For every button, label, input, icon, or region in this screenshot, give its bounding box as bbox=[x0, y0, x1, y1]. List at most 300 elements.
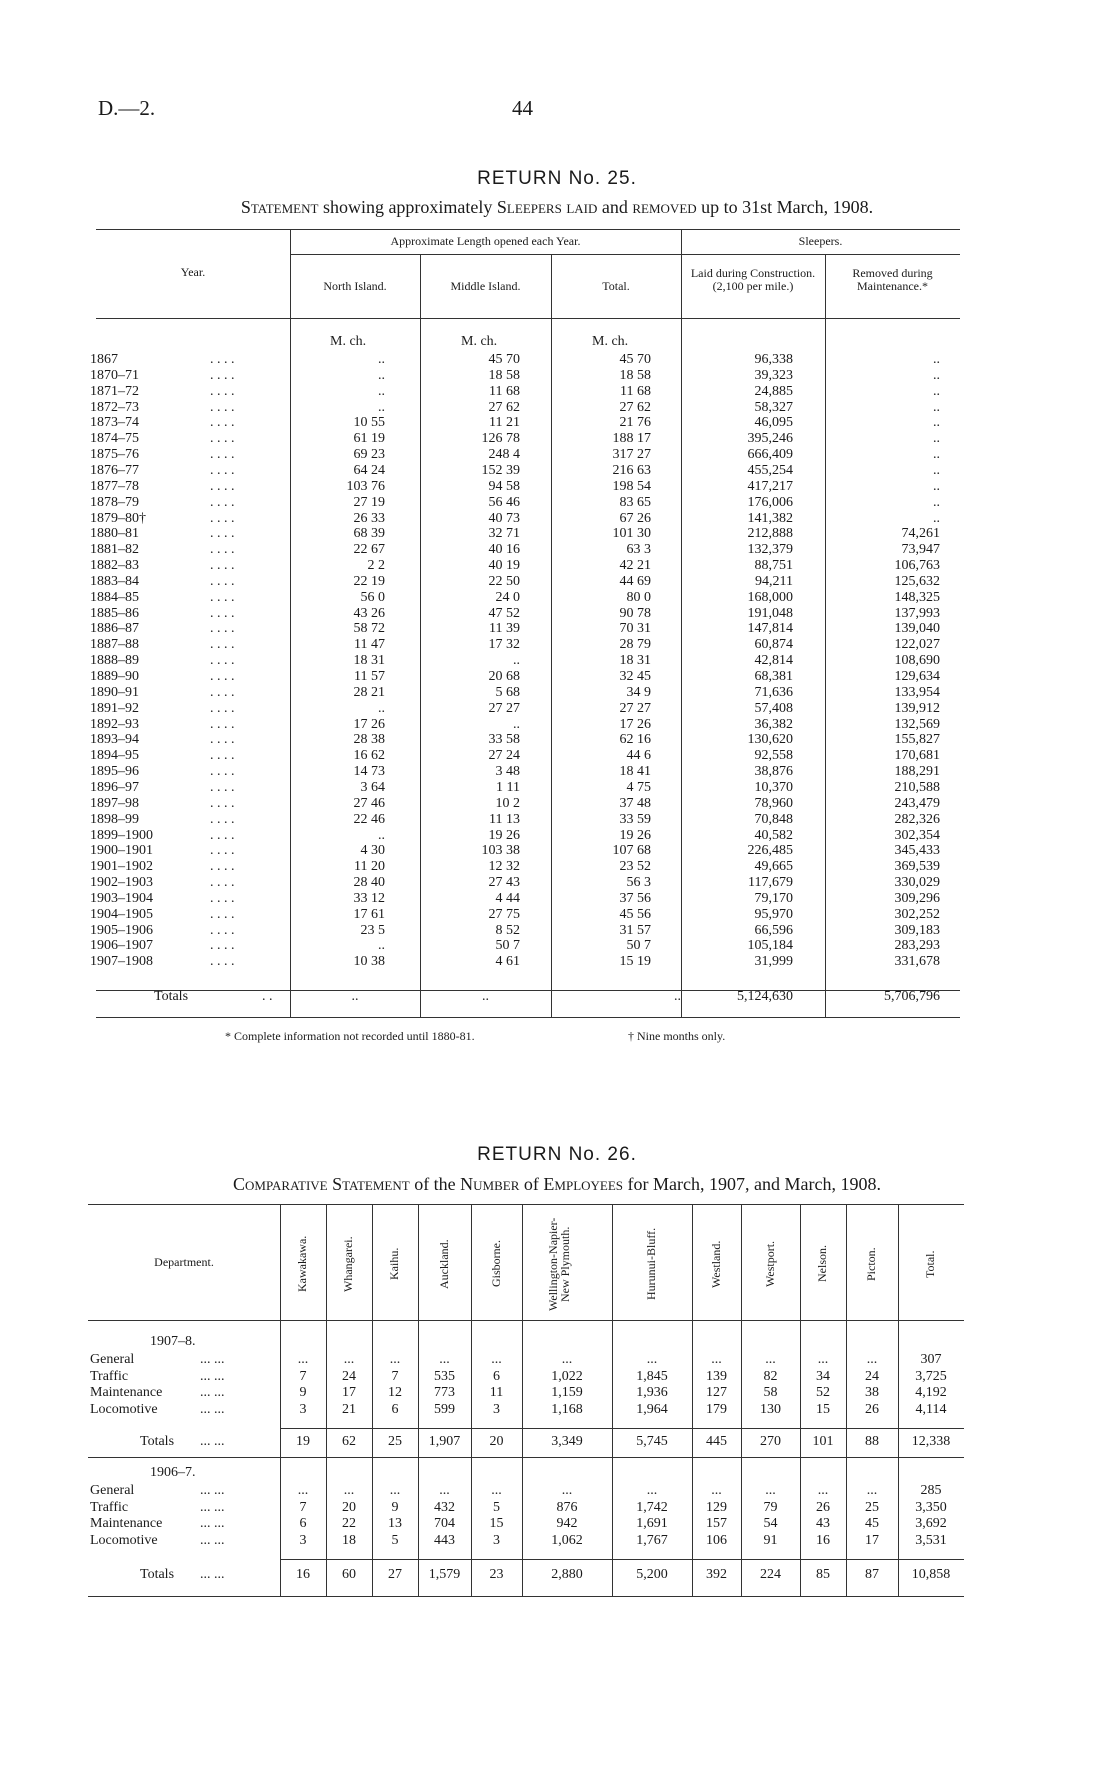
row-total: 31 57 bbox=[619, 923, 651, 938]
row-value: ... bbox=[561, 1483, 573, 1498]
footnote-complete-info: * Complete information not recorded until 1880-81. bbox=[225, 1029, 475, 1043]
row-laid: 141,382 bbox=[747, 511, 793, 526]
subtitle-sc1: Sleepers laid bbox=[496, 197, 598, 217]
row-value: 7 bbox=[299, 1500, 307, 1515]
leader-dots: ... ... bbox=[200, 1385, 225, 1400]
leader-dots: . . . . bbox=[210, 796, 235, 811]
totals-value: 10,858 bbox=[911, 1567, 951, 1582]
row-value: 9 bbox=[391, 1500, 399, 1515]
totals-value: 19 bbox=[296, 1434, 310, 1449]
row-middle: 27 75 bbox=[488, 907, 520, 922]
row-north: 28 21 bbox=[353, 685, 385, 700]
row-north: 28 40 bbox=[353, 875, 385, 890]
table-rule-header-bottom bbox=[96, 318, 960, 319]
row-value: 3,725 bbox=[915, 1369, 947, 1384]
row-value: 22 bbox=[342, 1516, 356, 1531]
row-value: 54 bbox=[763, 1516, 778, 1531]
row-value: 4,114 bbox=[915, 1402, 947, 1417]
leader-dots: . . . . bbox=[210, 558, 235, 573]
row-laid: 70,848 bbox=[754, 812, 793, 827]
row-year: 1888–89 bbox=[90, 653, 139, 668]
subtitle-sc2: removed bbox=[632, 197, 697, 217]
row-middle: 4 61 bbox=[495, 954, 520, 969]
row-year: 1867 bbox=[90, 352, 118, 367]
table-rule-bottom bbox=[88, 1596, 964, 1597]
row-middle: 11 39 bbox=[489, 621, 520, 636]
row-value: ... bbox=[711, 1483, 722, 1498]
subtitle-mid1: showing approximately bbox=[318, 197, 497, 217]
row-department: Locomotive bbox=[90, 1402, 158, 1417]
row-year: 1871–72 bbox=[90, 384, 139, 399]
row-north: .. bbox=[378, 352, 385, 367]
leader-dots: . . . . bbox=[210, 828, 235, 843]
col-header-north-island: North Island. bbox=[323, 279, 387, 293]
leader-dots: ... ... bbox=[200, 1369, 225, 1384]
row-middle: 8 52 bbox=[495, 923, 520, 938]
row-north: 10 38 bbox=[353, 954, 385, 969]
row-total: 44 69 bbox=[619, 574, 651, 589]
row-middle: .. bbox=[513, 653, 520, 668]
leader-dots: . . . . bbox=[210, 748, 235, 763]
totals-value: 23 bbox=[489, 1567, 504, 1582]
row-value: 45 bbox=[865, 1516, 879, 1531]
row-value: 1,964 bbox=[636, 1402, 668, 1417]
row-value: 1,845 bbox=[636, 1369, 668, 1384]
row-north: 43 26 bbox=[353, 606, 385, 621]
row-value: ... bbox=[711, 1352, 722, 1367]
row-middle: 18 58 bbox=[488, 368, 520, 383]
row-department: General bbox=[90, 1483, 135, 1498]
row-value: 4,192 bbox=[915, 1385, 947, 1400]
row-middle: 33 58 bbox=[488, 732, 520, 747]
leader-dots: . . . . bbox=[210, 764, 235, 779]
row-year: 1876–77 bbox=[90, 463, 139, 478]
row-value: 129 bbox=[706, 1500, 727, 1515]
row-north: 27 46 bbox=[353, 796, 385, 811]
row-middle: 17 32 bbox=[488, 637, 520, 652]
leader-dots: ... ... bbox=[200, 1516, 225, 1531]
row-removed: 309,183 bbox=[894, 923, 940, 938]
leader-dots: . . . . bbox=[210, 400, 235, 415]
row-laid: 60,874 bbox=[754, 637, 793, 652]
row-value: 1,159 bbox=[551, 1385, 583, 1400]
row-year: 1881–82 bbox=[90, 542, 139, 557]
table-rule-subhead bbox=[290, 254, 960, 255]
row-laid: 212,888 bbox=[747, 526, 793, 541]
row-year: 1884–85 bbox=[90, 590, 139, 605]
row-department: Traffic bbox=[90, 1369, 129, 1384]
row-total: 18 58 bbox=[619, 368, 651, 383]
leader-dots: . . . . bbox=[210, 685, 235, 700]
totals-value: 85 bbox=[816, 1567, 830, 1582]
row-year: 1893–94 bbox=[90, 732, 139, 747]
row-laid: 95,970 bbox=[754, 907, 793, 922]
leader-dots: ... ... bbox=[200, 1352, 225, 1367]
row-laid: 38,876 bbox=[754, 764, 793, 779]
row-value: 15 bbox=[816, 1402, 830, 1417]
row-north: 26 33 bbox=[353, 511, 385, 526]
row-removed: .. bbox=[933, 400, 940, 415]
row-north: 11 57 bbox=[354, 669, 385, 684]
row-total: 17 26 bbox=[619, 717, 651, 732]
row-laid: 455,254 bbox=[747, 463, 793, 478]
return25-subtitle bbox=[0, 197, 1114, 218]
row-value: 34 bbox=[816, 1369, 830, 1384]
row-value: 7 bbox=[299, 1369, 307, 1384]
row-laid: 395,246 bbox=[747, 431, 793, 446]
row-north: 22 67 bbox=[353, 542, 385, 557]
row-value: 157 bbox=[706, 1516, 727, 1531]
row-removed: 331,678 bbox=[894, 954, 940, 969]
row-north: .. bbox=[378, 384, 385, 399]
row-value: 1,062 bbox=[551, 1533, 583, 1548]
totals-value: 445 bbox=[706, 1434, 727, 1449]
row-value: 16 bbox=[816, 1533, 830, 1548]
row-value: 17 bbox=[342, 1385, 356, 1400]
row-middle: 11 68 bbox=[489, 384, 520, 399]
row-north: .. bbox=[378, 400, 385, 415]
row-value: 5 bbox=[391, 1533, 399, 1548]
row-value: 1,168 bbox=[551, 1402, 583, 1417]
col-header-removed: Removed during Maintenance.* bbox=[852, 266, 933, 293]
row-value: 285 bbox=[920, 1483, 942, 1498]
row-year: 1882–83 bbox=[90, 558, 139, 573]
row-value: 3,350 bbox=[915, 1500, 947, 1515]
row-laid: 31,999 bbox=[754, 954, 793, 969]
col-header-region: Hurunui-Bluff. bbox=[644, 1227, 658, 1301]
totals-value: 1,579 bbox=[428, 1567, 461, 1582]
row-value: 106 bbox=[706, 1533, 727, 1548]
leader-dots: . . . . bbox=[210, 542, 235, 557]
row-year: 1874–75 bbox=[90, 431, 139, 446]
row-department: Maintenance bbox=[90, 1385, 163, 1400]
leader-dots: ... ... bbox=[200, 1533, 225, 1548]
row-value: 535 bbox=[434, 1369, 455, 1384]
row-removed: 369,539 bbox=[894, 859, 940, 874]
row-north: 22 46 bbox=[353, 812, 385, 827]
row-removed: 345,433 bbox=[894, 843, 940, 858]
row-laid: 46,095 bbox=[754, 415, 793, 430]
row-laid: 49,665 bbox=[754, 859, 793, 874]
row-value: 6 bbox=[493, 1369, 500, 1384]
row-year: 1907–1908 bbox=[90, 954, 153, 969]
row-total: 19 26 bbox=[619, 828, 651, 843]
col-header-laid: Laid during Construction. (2,100 per mile.) bbox=[690, 266, 816, 293]
row-department: Traffic bbox=[90, 1500, 129, 1515]
table-rule-top bbox=[96, 229, 960, 230]
row-removed: 243,479 bbox=[894, 796, 940, 811]
row-removed: 139,912 bbox=[894, 701, 940, 716]
row-year: 1887–88 bbox=[90, 637, 139, 652]
row-value: 3,531 bbox=[915, 1533, 947, 1548]
row-year: 1875–76 bbox=[90, 447, 139, 462]
row-year: 1903–1904 bbox=[90, 891, 153, 906]
group-year: 1906–7. bbox=[150, 1465, 196, 1480]
row-department: Locomotive bbox=[90, 1533, 158, 1548]
row-removed: 106,763 bbox=[894, 558, 940, 573]
row-value: 704 bbox=[434, 1516, 455, 1531]
row-year: 1898–99 bbox=[90, 812, 139, 827]
leader-dots: . . . . bbox=[210, 368, 235, 383]
leader-dots: . . . . bbox=[210, 923, 235, 938]
row-value: 599 bbox=[434, 1402, 455, 1417]
row-north: 3 64 bbox=[360, 780, 385, 795]
row-value: 43 bbox=[816, 1516, 830, 1531]
row-north: 64 24 bbox=[353, 463, 385, 478]
row-department: General bbox=[90, 1352, 135, 1367]
row-year: 1883–84 bbox=[90, 574, 139, 589]
row-removed: 148,325 bbox=[894, 590, 940, 605]
totals-value: 1,907 bbox=[428, 1434, 461, 1449]
row-north: 69 23 bbox=[353, 447, 385, 462]
leader-dots: . . . . bbox=[210, 431, 235, 446]
return25-title: RETURN No. 25. bbox=[477, 168, 637, 189]
row-removed: 282,326 bbox=[894, 812, 940, 827]
row-removed: 210,588 bbox=[894, 780, 940, 795]
row-north: 56 0 bbox=[360, 590, 385, 605]
subtitle-sc1: Number bbox=[460, 1174, 520, 1194]
col-header-region: Whangarei. bbox=[341, 1236, 355, 1292]
row-value: ... bbox=[297, 1483, 309, 1498]
leader-dots: ... ... bbox=[200, 1402, 225, 1417]
row-value: 773 bbox=[434, 1385, 455, 1400]
row-value: ... bbox=[866, 1352, 878, 1367]
row-removed: 330,029 bbox=[894, 875, 940, 890]
row-middle: 40 16 bbox=[488, 542, 520, 557]
col-header-region: Westland. bbox=[708, 1240, 723, 1288]
row-total: 34 9 bbox=[626, 685, 651, 700]
row-value: 1,936 bbox=[636, 1385, 668, 1400]
row-laid: 168,000 bbox=[747, 590, 793, 605]
row-total: 50 7 bbox=[626, 938, 651, 953]
row-value: 432 bbox=[434, 1500, 455, 1515]
row-total: 80 0 bbox=[626, 590, 651, 605]
leader-dots: . . . . bbox=[210, 653, 235, 668]
row-value: 25 bbox=[865, 1500, 879, 1515]
row-removed: 125,632 bbox=[894, 574, 940, 589]
row-year: 1873–74 bbox=[90, 415, 139, 430]
table-rule-totals-bottom bbox=[88, 1457, 964, 1458]
row-laid: 147,814 bbox=[747, 621, 793, 636]
col-header-approx-length: Approximate Length opened each Year. bbox=[390, 234, 581, 248]
row-middle: 126 78 bbox=[481, 431, 520, 446]
row-value: 1,767 bbox=[636, 1533, 668, 1548]
row-value: ... bbox=[297, 1352, 309, 1367]
row-year: 1878–79 bbox=[90, 495, 139, 510]
totals-value: 2,880 bbox=[551, 1567, 583, 1582]
row-year: 1900–1901 bbox=[90, 843, 153, 858]
col-header-region: Picton. bbox=[864, 1247, 878, 1281]
row-total: 188 17 bbox=[612, 431, 651, 446]
totals-removed: 5,706,796 bbox=[884, 989, 940, 1004]
row-total: 21 76 bbox=[619, 415, 651, 430]
totals-value: 62 bbox=[342, 1434, 356, 1449]
row-value: 18 bbox=[342, 1533, 356, 1548]
row-year: 1905–1906 bbox=[90, 923, 153, 938]
unit-label-north: M. ch. bbox=[330, 334, 367, 349]
row-value: 6 bbox=[299, 1516, 307, 1531]
row-total: 18 31 bbox=[619, 653, 651, 668]
leader-dots: . . . . bbox=[210, 447, 235, 462]
row-year: 1906–1907 bbox=[90, 938, 153, 953]
row-north: 22 19 bbox=[353, 574, 385, 589]
row-year: 1870–71 bbox=[90, 368, 139, 383]
row-value: ... bbox=[439, 1483, 450, 1498]
totals-label: Totals bbox=[140, 1567, 175, 1582]
row-value: ... bbox=[343, 1352, 355, 1367]
leader-dots: . . . . bbox=[210, 590, 235, 605]
row-removed: 170,681 bbox=[894, 748, 940, 763]
totals-value: 392 bbox=[706, 1567, 727, 1582]
row-middle: 27 24 bbox=[488, 748, 520, 763]
leader-dots: . . . . bbox=[210, 954, 235, 969]
row-value: 1,742 bbox=[636, 1500, 668, 1515]
row-laid: 40,582 bbox=[754, 828, 793, 843]
row-total: 317 27 bbox=[612, 447, 651, 462]
row-laid: 191,048 bbox=[747, 606, 793, 621]
row-value: 1,691 bbox=[636, 1516, 668, 1531]
row-year: 1880–81 bbox=[90, 526, 139, 541]
row-value: ... bbox=[389, 1352, 401, 1367]
row-removed: 108,690 bbox=[894, 653, 940, 668]
totals-middle: .. bbox=[482, 989, 489, 1004]
row-north: .. bbox=[378, 368, 385, 383]
row-value: 6 bbox=[391, 1402, 399, 1417]
row-value: ... bbox=[491, 1352, 502, 1367]
row-north: 10 55 bbox=[353, 415, 385, 430]
row-year: 1890–91 bbox=[90, 685, 139, 700]
row-laid: 226,485 bbox=[747, 843, 793, 858]
totals-laid: 5,124,630 bbox=[737, 989, 793, 1004]
row-removed: .. bbox=[933, 447, 940, 462]
row-north: 23 5 bbox=[360, 923, 385, 938]
row-middle: 3 48 bbox=[495, 764, 520, 779]
row-north: 58 72 bbox=[353, 621, 385, 636]
row-total: 107 68 bbox=[612, 843, 651, 858]
row-value: 26 bbox=[865, 1402, 879, 1417]
leader-dots: ... ... bbox=[200, 1434, 225, 1449]
row-north: 68 39 bbox=[353, 526, 385, 541]
row-north: 17 26 bbox=[353, 717, 385, 732]
leader-dots: . . . . bbox=[210, 843, 235, 858]
leader-dots: . . . . bbox=[210, 511, 235, 526]
row-value: 179 bbox=[706, 1402, 727, 1417]
row-year: 1886–87 bbox=[90, 621, 139, 636]
row-middle: 22 50 bbox=[488, 574, 520, 589]
row-middle: 11 21 bbox=[489, 415, 520, 430]
row-removed: .. bbox=[933, 431, 940, 446]
leader-dots: . . . . bbox=[210, 812, 235, 827]
row-value: ... bbox=[765, 1483, 776, 1498]
row-year: 1885–86 bbox=[90, 606, 139, 621]
row-value: 21 bbox=[342, 1402, 356, 1417]
return26-subtitle bbox=[0, 1174, 1114, 1195]
row-value: 20 bbox=[342, 1500, 356, 1515]
totals-label: Totals bbox=[140, 1434, 175, 1449]
leader-dots: . . . . bbox=[210, 606, 235, 621]
row-year: 1892–93 bbox=[90, 717, 139, 732]
row-value: ... bbox=[817, 1483, 829, 1498]
row-value: 24 bbox=[865, 1369, 879, 1384]
row-value: 52 bbox=[816, 1385, 830, 1400]
leader-dots: ... ... bbox=[200, 1483, 225, 1498]
row-middle: 19 26 bbox=[488, 828, 520, 843]
row-year: 1891–92 bbox=[90, 701, 139, 716]
row-north: 2 2 bbox=[367, 558, 385, 573]
col-header-region: Nelson. bbox=[815, 1245, 829, 1283]
totals-value: 224 bbox=[760, 1567, 781, 1582]
row-value: 17 bbox=[865, 1533, 879, 1548]
totals-value: 12,338 bbox=[911, 1434, 951, 1449]
row-value: ... bbox=[817, 1352, 829, 1367]
leader-dots: . . . . bbox=[210, 891, 235, 906]
row-value: ... bbox=[491, 1483, 502, 1498]
col-header-region: Kaihu. bbox=[387, 1247, 401, 1281]
row-total: 70 31 bbox=[619, 621, 651, 636]
row-laid: 92,558 bbox=[754, 748, 793, 763]
row-total: 63 3 bbox=[626, 542, 651, 557]
row-removed: 139,040 bbox=[894, 621, 940, 636]
row-value: 127 bbox=[706, 1385, 727, 1400]
row-value: 3 bbox=[493, 1533, 500, 1548]
row-laid: 96,338 bbox=[754, 352, 793, 367]
row-year: 1895–96 bbox=[90, 764, 139, 779]
row-value: 15 bbox=[489, 1516, 504, 1531]
row-middle: 103 38 bbox=[481, 843, 520, 858]
totals-total: .. bbox=[674, 989, 681, 1004]
leader-dots: . . . . bbox=[210, 907, 235, 922]
row-total: 45 70 bbox=[619, 352, 651, 367]
table-rule-totals-top bbox=[280, 1428, 964, 1429]
row-laid: 58,327 bbox=[754, 400, 793, 415]
row-laid: 42,814 bbox=[754, 653, 793, 668]
row-year: 1904–1905 bbox=[90, 907, 153, 922]
row-removed: 133,954 bbox=[894, 685, 940, 700]
row-value: 9 bbox=[299, 1385, 307, 1400]
row-total: 18 41 bbox=[619, 764, 651, 779]
row-value: 24 bbox=[342, 1369, 356, 1384]
row-value: 58 bbox=[763, 1385, 778, 1400]
leader-dots: ... ... bbox=[200, 1567, 225, 1582]
col-header-region: Total. bbox=[923, 1250, 937, 1278]
row-total: 198 54 bbox=[612, 479, 651, 494]
row-removed: .. bbox=[933, 495, 940, 510]
doc-reference: D.—2. bbox=[98, 96, 156, 120]
leader-dots: . . . . bbox=[210, 938, 235, 953]
row-value: 307 bbox=[920, 1352, 942, 1367]
row-value: 7 bbox=[391, 1369, 399, 1384]
row-value: ... bbox=[561, 1352, 573, 1367]
page-number: 44 bbox=[512, 96, 533, 120]
row-value: 3 bbox=[299, 1402, 307, 1417]
leader-dots: . . . . bbox=[210, 526, 235, 541]
row-value: 942 bbox=[556, 1516, 578, 1531]
row-laid: 94,211 bbox=[755, 574, 793, 589]
col-header-year: Year. bbox=[180, 265, 206, 279]
row-removed: .. bbox=[933, 463, 940, 478]
row-year: 1879–80† bbox=[90, 511, 146, 526]
leader-dots: . . . . bbox=[210, 717, 235, 732]
row-value: 12 bbox=[388, 1385, 402, 1400]
table-rule-header-bottom bbox=[88, 1320, 964, 1321]
row-total: 83 65 bbox=[619, 495, 651, 510]
row-value: ... bbox=[343, 1483, 355, 1498]
totals-value: 101 bbox=[812, 1434, 834, 1449]
row-removed: 74,261 bbox=[901, 526, 940, 541]
row-value: 3 bbox=[299, 1533, 307, 1548]
leader-dots: . . bbox=[262, 989, 273, 1004]
row-middle: .. bbox=[513, 717, 520, 732]
